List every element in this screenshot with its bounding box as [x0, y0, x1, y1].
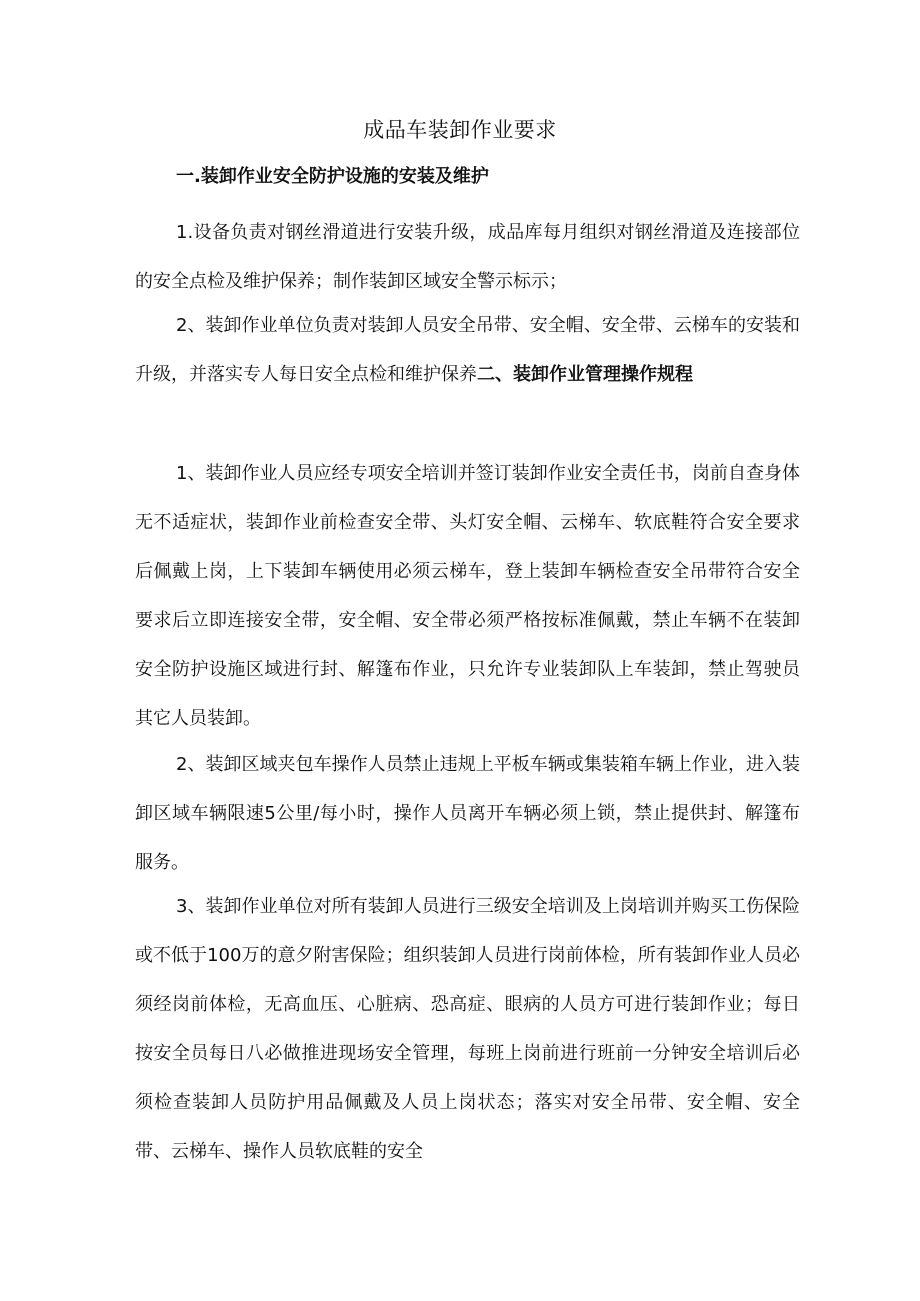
section-heading-1: 一.装卸作业安全防护设施的安装及维护 [176, 166, 489, 187]
paragraph-2 [135, 301, 800, 399]
paragraph-3: 1、装卸作业人员应经专项安全培训并签订装卸作业安全责任书，岗前自查身体无不适症状，装卸作业前检查安全带、头灯安全帽、云梯车、软底鞋符合安全要求后佩戴上岗，上下装卸车辆使用必须云梯车，登上装卸车辆检查安全吊带符合安全要求后立即连接安全带，安全帽、安全带必须严格按标准佩戴，禁止车辆不在装卸安全防护设施区域进行封、解篷布作业，只允许专业装卸队上车装卸，禁止驾驶员其它人员装卸。 [135, 463, 800, 729]
section-heading-2: 二、装卸作业管理操作规程 [477, 364, 693, 385]
document-title: 成品车装卸作业要求 [363, 118, 557, 142]
paragraph-2-text: 2、装卸作业单位负责对装卸人员安全吊带、安全帽、安全带、云梯车的安装和升级，并落实专人每日安全点检和维护保养 [135, 315, 800, 385]
paragraph-1: 1.设备负责对钢丝滑道进行安装升级，成品库每月组织对钢丝滑道及连接部位的安全点检及维护保养；制作装卸区域安全警示标示； [135, 222, 800, 292]
paragraph-4: 2、装卸区域夹包车操作人员禁止违规上平板车辆或集装箱车辆上作业，进入装卸区域车辆限速5公里/每小时，操作人员离开车辆必须上锁，禁止提供封、解篷布服务。 [135, 754, 800, 873]
paragraph-5: 3、装卸作业单位对所有装卸人员进行三级安全培训及上岗培训并购买工伤保险或不低于100万的意夕附害保险；组织装卸人员进行岗前体检，所有装卸作业人员必须经岗前体检，无高血压、心脏病、恐高症、眼病的人员方可进行装卸作业；每日按安全员每日八必做推进现场安全管理，每班上岗前进行班前一分钟安全培训后必须检查装卸人员防护用品佩戴及人员上岗状态；落实对安全吊带、安全帽、安全带、云梯车、操作人员软底鞋的安全 [135, 896, 800, 1162]
